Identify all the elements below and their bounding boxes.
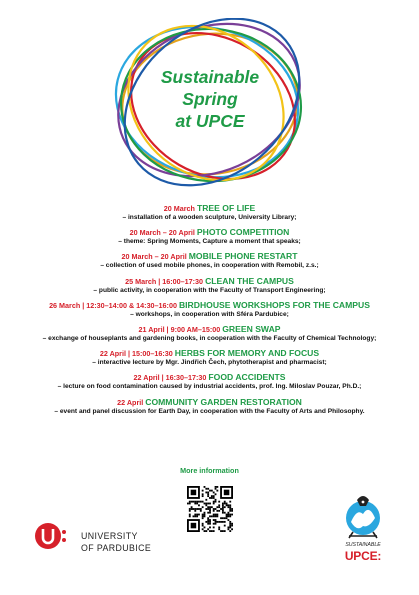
university-name-line-1: UNIVERSITY — [81, 531, 138, 541]
event-description: – public activity, in cooperation with the Faculty of Transport Engineering; — [93, 286, 326, 294]
event-date: 20 March — [163, 204, 195, 213]
event-item — [0, 372, 419, 392]
event-description: – theme: Spring Moments, Capture a moment that speaks; — [118, 238, 301, 246]
event-name: HERBS FOR MEMORY AND FOCUS — [174, 348, 320, 359]
event-description: – exchange of houseplants and gardening books, in cooperation with the Faculty of Chemical Technology; — [42, 334, 377, 342]
event-name: FOOD ACCIDENTS — [208, 372, 286, 383]
sustainable-label: SUSTAINABLE — [345, 542, 381, 548]
event-description: – event and panel discussion for Earth Day, in cooperation with the Faculty of Arts and Philosophy. — [54, 407, 365, 415]
event-item — [0, 276, 419, 296]
event-item — [0, 397, 419, 417]
event-item — [0, 203, 419, 223]
qr-code-icon[interactable] — [187, 486, 233, 532]
event-heading — [0, 251, 419, 262]
event-heading — [0, 203, 419, 214]
event-name: PHOTO COMPETITION — [196, 227, 290, 238]
bird-logo-icon — [343, 492, 383, 540]
event-heading — [0, 227, 419, 238]
university-name-line-2: OF PARDUBICE — [81, 543, 152, 553]
title-line-1: Sustainable — [160, 67, 260, 87]
event-description: – lecture on food contamination caused by industrial accidents, prof. Ing. Miloslav Pouzar, Ph.D.; — [57, 383, 362, 391]
title-line-2: Spring — [182, 89, 238, 109]
event-description: – interactive lecture by Mgr. Jindřich Čech, phytotherapist and pharmacist; — [92, 359, 327, 367]
event-date: 22 April | 16:30–17:30 — [133, 373, 207, 383]
university-logo-icon — [35, 520, 67, 552]
event-heading — [0, 276, 419, 287]
event-name: CLEAN THE CAMPUS — [205, 275, 294, 286]
more-information-link[interactable]: More information — [180, 466, 239, 475]
event-item — [0, 300, 419, 320]
event-item — [0, 324, 419, 344]
event-heading — [0, 324, 419, 335]
poster-title — [103, 66, 317, 132]
event-date: 22 April | 15:00–16:30 — [99, 349, 173, 359]
university-logo — [35, 520, 165, 560]
event-heading — [0, 348, 419, 359]
event-name: BIRDHOUSE WORKSHOPS FOR THE CAMPUS — [178, 299, 370, 310]
event-list — [0, 203, 419, 421]
event-date: 22 April — [117, 397, 144, 407]
event-date: 26 March | 12:30–14:00 & 14:30–16:00 — [49, 300, 177, 310]
event-heading — [0, 300, 419, 311]
event-name: MOBILE PHONE RESTART — [188, 251, 298, 262]
event-name: TREE OF LIFE — [196, 203, 256, 213]
event-description: – collection of used mobile phones, in cooperation with Remobil, z.s.; — [100, 262, 319, 270]
title-line-3: at UPCE — [175, 111, 245, 131]
sustainable-upce-logo — [338, 492, 388, 572]
event-date: 20 March – 20 April — [121, 252, 187, 262]
upce-word: UPCE: — [344, 549, 382, 563]
event-description: – installation of a wooden sculpture, University Library; — [122, 214, 297, 221]
event-description: – workshops, in cooperation with Sféra Pardubice; — [130, 310, 289, 318]
event-date: 21 April | 9:00 AM–15:00 — [138, 324, 221, 334]
event-heading — [0, 372, 419, 383]
event-item — [0, 348, 419, 368]
event-date: 20 March – 20 April — [129, 228, 195, 238]
event-name: COMMUNITY GARDEN RESTORATION — [145, 396, 302, 407]
event-item — [0, 227, 419, 247]
university-name — [81, 530, 151, 554]
event-item — [0, 251, 419, 271]
event-date: 25 March | 16:00–17:30 — [125, 276, 204, 286]
event-name: GREEN SWAP — [222, 323, 281, 334]
event-heading — [0, 397, 419, 408]
